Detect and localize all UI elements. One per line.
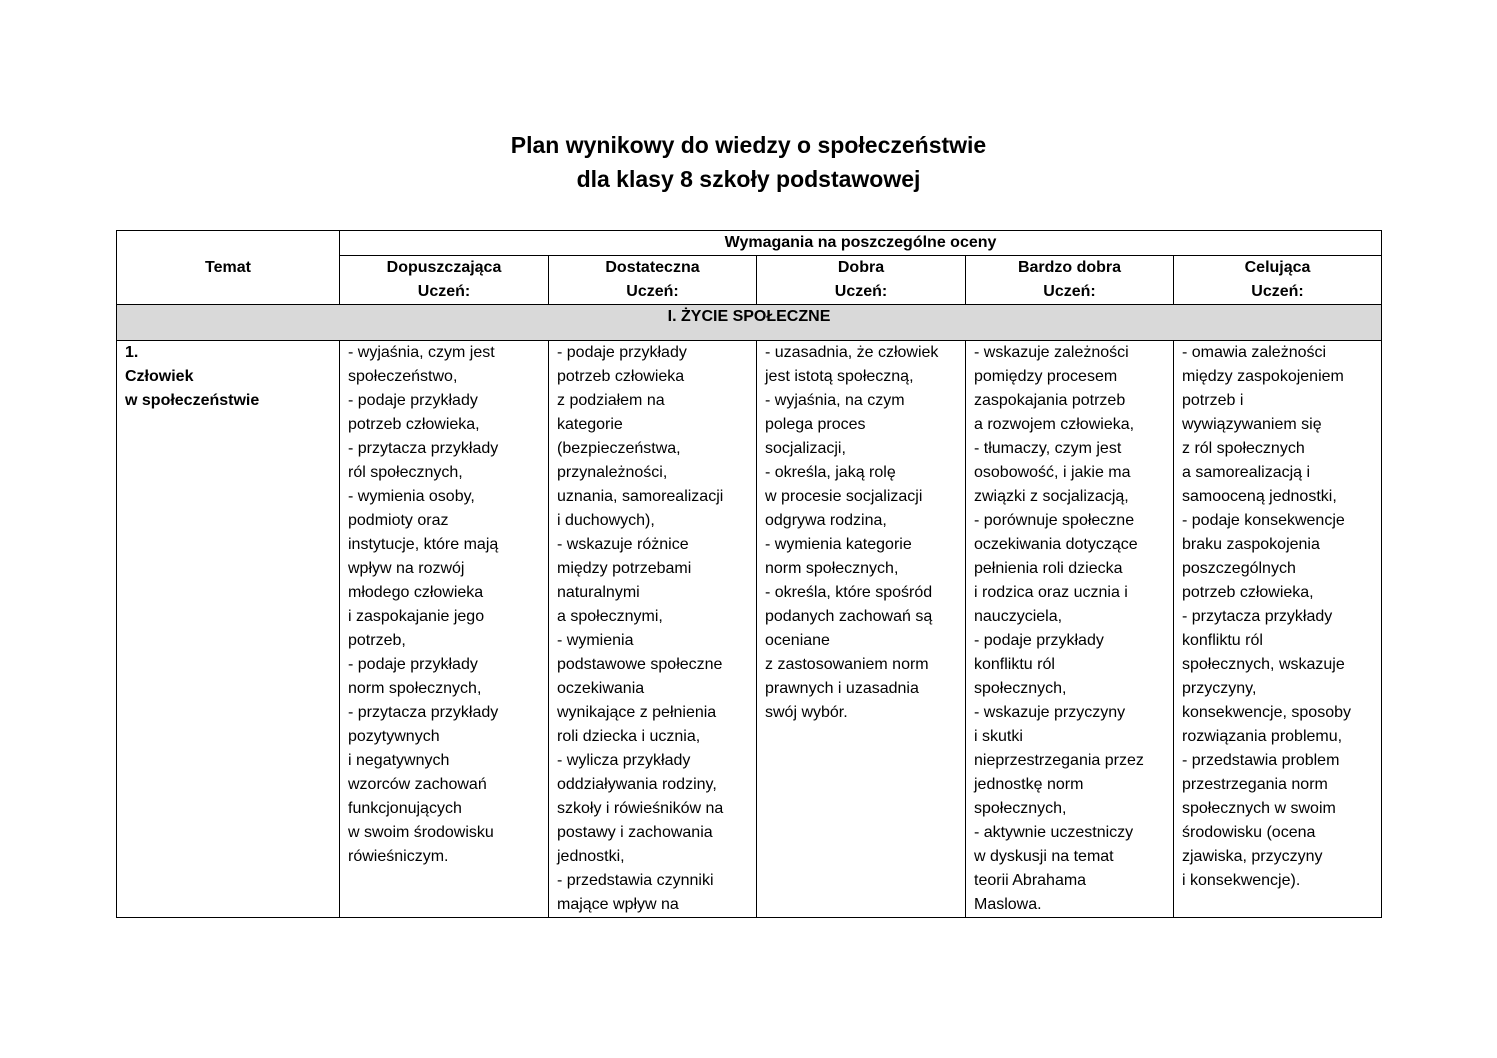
cell-line: społecznych, — [974, 800, 1067, 817]
cell-line: teorii Abrahama — [974, 872, 1087, 889]
cell-line: środowisku (ocena — [1182, 824, 1316, 841]
cell-line: konsekwencje, sposoby — [1182, 704, 1351, 721]
cell-line: podmioty oraz — [348, 512, 449, 529]
cell-line: Człowiek — [125, 368, 194, 385]
cell-line: wzorców zachowań — [348, 776, 487, 793]
cell-line: z podziałem na — [557, 392, 665, 409]
cell-line: - podaje przykłady — [974, 632, 1104, 649]
cell-line: - podaje przykłady — [348, 392, 478, 409]
cell-line: oddziaływania rodziny, — [557, 776, 717, 793]
cell-line: zaspokajania potrzeb — [974, 392, 1126, 409]
cell-line: 1. — [125, 344, 139, 361]
requirements-table — [116, 230, 1382, 918]
cell-line: funkcjonujących — [348, 800, 462, 817]
cell-line: z zastosowaniem norm — [765, 656, 929, 673]
cell-line: - tłumaczy, czym jest — [974, 440, 1122, 457]
cell-line: poszczególnych — [1182, 560, 1296, 577]
cell-line: i duchowych), — [557, 512, 655, 529]
cell-line: naturalnymi — [557, 584, 640, 601]
cell-line: rozwiązania problemu, — [1182, 728, 1343, 745]
cell-line: - przytacza przykłady — [348, 440, 499, 457]
cell-line: ról społecznych, — [348, 464, 463, 481]
cell-line: - wskazuje różnice — [557, 536, 689, 553]
title-line-1: Plan wynikowy do wiedzy o społeczeństwie — [510, 132, 987, 158]
cell-line: Maslowa. — [974, 896, 1042, 913]
cell-line: przynależności, — [557, 464, 668, 481]
cell-line: - przedstawia problem — [1182, 752, 1340, 769]
cell-line: norm społecznych, — [765, 560, 899, 577]
cell-line: - podaje przykłady — [348, 656, 478, 673]
cell-line: - porównuje społeczne — [974, 512, 1135, 529]
cell-line: w społeczeństwie — [125, 392, 260, 409]
cell-line: związki z socjalizacją, — [974, 488, 1129, 505]
cell-line: i zaspokajanie jego — [348, 608, 485, 625]
cell-line: oczekiwania dotyczące — [974, 536, 1138, 553]
cell-line: braku zaspokojenia — [1182, 536, 1320, 553]
grade-header-dobra: Dobra Uczeń: — [757, 256, 966, 305]
cell-line: - wymienia osoby, — [348, 488, 475, 505]
cell-line: - wyjaśnia, czym jest — [348, 344, 495, 361]
cell-line: szkoły i rówieśników na — [557, 800, 724, 817]
cell-line: i skutki — [974, 728, 1023, 745]
cell-line: - przedstawia czynniki — [557, 872, 714, 889]
cell-line: osobowość, i jakie ma — [974, 464, 1131, 481]
cell-line: - określa, które spośród — [765, 584, 933, 601]
cell-line: konfliktu ról — [974, 656, 1055, 673]
cell-line: instytucje, które mają — [348, 536, 499, 553]
cell-line: społecznych w swoim — [1182, 800, 1336, 817]
cell-line: - uzasadnia, że człowiek — [765, 344, 939, 361]
cell-line: jest istotą społeczną, — [765, 368, 914, 385]
cell-line: - aktywnie uczestniczy — [974, 824, 1134, 841]
topic-header: Temat — [117, 231, 340, 305]
table-row — [117, 341, 1382, 918]
cell-line: wpływ na rozwój — [348, 560, 465, 577]
cell-line: rówieśniczym. — [348, 848, 449, 865]
cell-line: społecznych, — [974, 680, 1067, 697]
section-heading: I. ŻYCIE SPOŁECZNE — [117, 305, 1382, 341]
cell-line: oczekiwania — [557, 680, 645, 697]
cell-line: - określa, jaką rolę — [765, 464, 896, 481]
grade-header-dopuszczajaca: Dopuszczająca Uczeń: — [340, 256, 549, 305]
cell-line: - omawia zależności — [1182, 344, 1327, 361]
cell-line: potrzeb człowieka, — [1182, 584, 1314, 601]
cell-line: konfliktu ról — [1182, 632, 1263, 649]
cell-line: - wyjaśnia, na czym — [765, 392, 905, 409]
requirement-cell-celujaca — [1174, 341, 1382, 918]
grade-header-dostateczna: Dostateczna Uczeń: — [549, 256, 757, 305]
cell-line: roli dziecka i ucznia, — [557, 728, 701, 745]
cell-line: przyczyny, — [1182, 680, 1257, 697]
cell-line: - wylicza przykłady — [557, 752, 691, 769]
cell-line: pełnienia roli dziecka — [974, 560, 1123, 577]
cell-line: - podaje konsekwencje — [1182, 512, 1345, 529]
cell-line: swój wybór. — [765, 704, 848, 721]
requirements-header: Wymagania na poszczególne oceny — [340, 231, 1382, 256]
cell-line: wywiązywaniem się — [1182, 416, 1322, 433]
cell-line: a rozwojem człowieka, — [974, 416, 1135, 433]
cell-line: i rodzica oraz ucznia i — [974, 584, 1128, 601]
cell-line: a społecznymi, — [557, 608, 663, 625]
cell-line: jednostki, — [557, 848, 625, 865]
cell-line: potrzeb i — [1182, 392, 1244, 409]
cell-line: - przytacza przykłady — [1182, 608, 1333, 625]
cell-line: norm społecznych, — [348, 680, 482, 697]
cell-line: - wymienia kategorie — [765, 536, 912, 553]
cell-line: nieprzestrzegania przez — [974, 752, 1144, 769]
cell-line: społecznych, wskazuje — [1182, 656, 1345, 673]
cell-line: odgrywa rodzina, — [765, 512, 887, 529]
cell-line: pozytywnych — [348, 728, 440, 745]
cell-line: przestrzegania norm — [1182, 776, 1328, 793]
cell-line: kategorie — [557, 416, 623, 433]
cell-line: w dyskusji na temat — [974, 848, 1114, 865]
cell-line: - wymienia — [557, 632, 634, 649]
cell-line: mające wpływ na — [557, 896, 679, 913]
cell-line: potrzeb, — [348, 632, 406, 649]
cell-line: w swoim środowisku — [348, 824, 494, 841]
grade-header-bardzo-dobra: Bardzo dobra Uczeń: — [966, 256, 1174, 305]
cell-line: oceniane — [765, 632, 830, 649]
cell-line: pomiędzy procesem — [974, 368, 1118, 385]
cell-line: z ról społecznych — [1182, 440, 1305, 457]
requirement-cell-dopuszczajaca — [340, 341, 549, 918]
cell-line: zjawiska, przyczyny — [1182, 848, 1323, 865]
cell-line: - przytacza przykłady — [348, 704, 499, 721]
cell-line: jednostkę norm — [974, 776, 1084, 793]
cell-line: - wskazuje zależności — [974, 344, 1129, 361]
cell-line: w procesie socjalizacji — [765, 488, 923, 505]
requirement-cell-dobra — [757, 341, 966, 918]
cell-line: podstawowe społeczne — [557, 656, 723, 673]
cell-line: wynikające z pełnienia — [557, 704, 717, 721]
cell-line: - wskazuje przyczyny — [974, 704, 1126, 721]
requirement-cell-bardzo-dobra — [966, 341, 1174, 918]
cell-line: samooceną jednostki, — [1182, 488, 1337, 505]
cell-line: nauczyciela, — [974, 608, 1063, 625]
cell-line: i negatywnych — [348, 752, 450, 769]
title-line-2: dla klasy 8 szkoły podstawowej — [576, 166, 921, 192]
cell-line: - podaje przykłady — [557, 344, 687, 361]
requirement-cell-dostateczna — [549, 341, 757, 918]
topic-cell — [117, 341, 340, 918]
cell-line: społeczeństwo, — [348, 368, 458, 385]
document-title — [0, 128, 1497, 196]
cell-line: młodego człowieka — [348, 584, 484, 601]
cell-line: i konsekwencje). — [1182, 872, 1301, 889]
cell-line: uznania, samorealizacji — [557, 488, 724, 505]
cell-line: polega proces — [765, 416, 866, 433]
cell-line: między potrzebami — [557, 560, 692, 577]
cell-line: prawnych i uzasadnia — [765, 680, 919, 697]
cell-line: podanych zachowań są — [765, 608, 933, 625]
cell-line: (bezpieczeństwa, — [557, 440, 681, 457]
cell-line: potrzeb człowieka, — [348, 416, 480, 433]
cell-line: postawy i zachowania — [557, 824, 713, 841]
grade-header-celujaca: Celująca Uczeń: — [1174, 256, 1382, 305]
cell-line: a samorealizacją i — [1182, 464, 1311, 481]
cell-line: między zaspokojeniem — [1182, 368, 1344, 385]
cell-line: socjalizacji, — [765, 440, 846, 457]
cell-line: potrzeb człowieka — [557, 368, 685, 385]
